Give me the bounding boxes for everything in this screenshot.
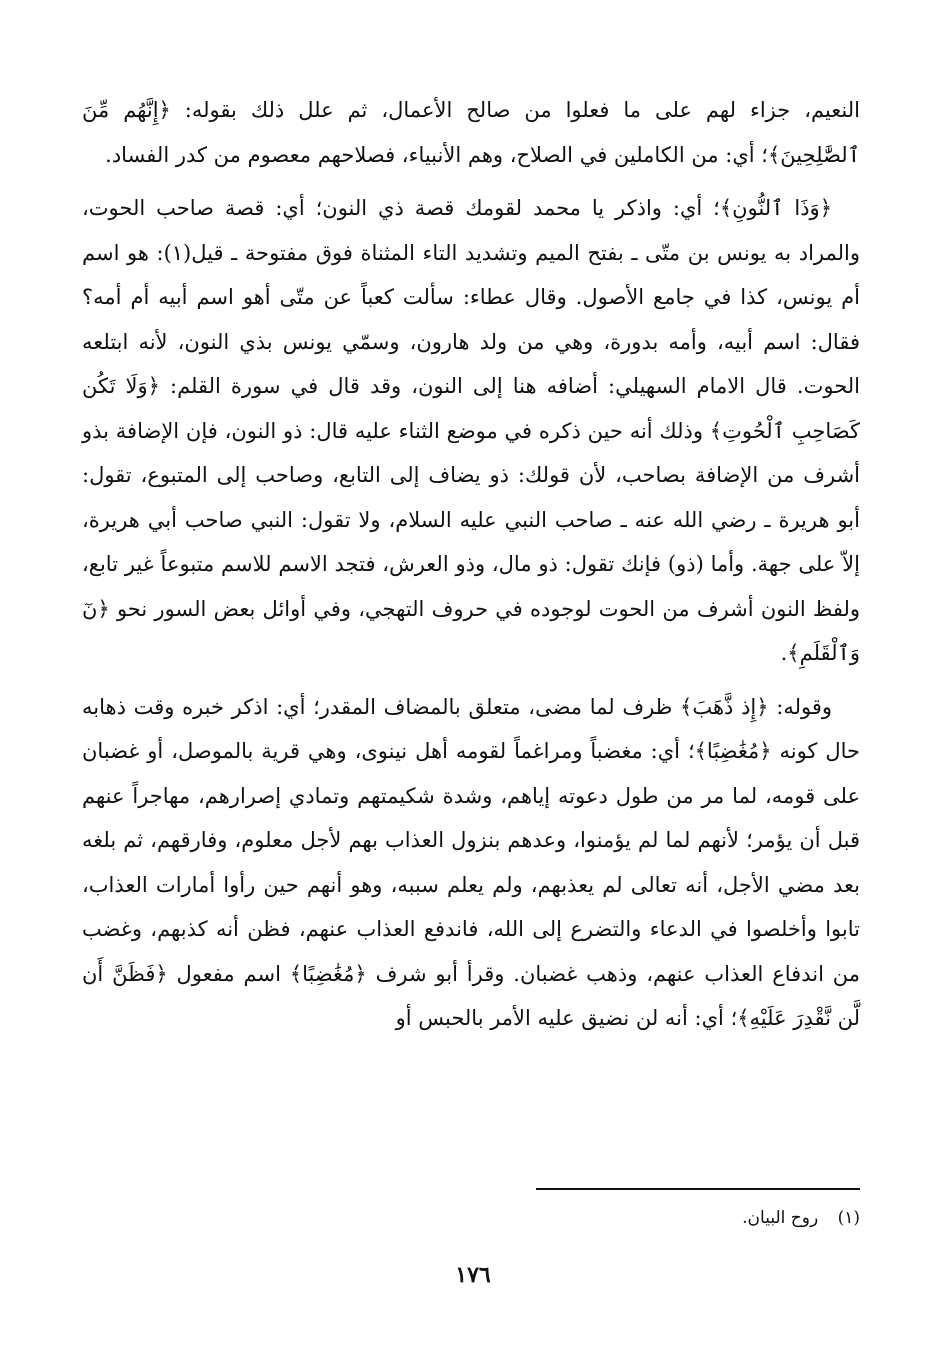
- page-number: ١٧٦: [455, 1262, 491, 1288]
- paragraph-2: ﴿وَذَا ٱلنُّونِ﴾؛ أي: واذكر يا محمد لقومك قصة ذي النون؛ أي: قصة صاحب الحوت، والمراد به يونس بن متّى ـ بفتح الميم وتشديد التاء المثناة فوق مفتوحة ـ قيل(١): هو اسم أم يونس، كذا في جامع الأصول. وقال عطاء: سألت كعباً عن متّى أهو اسم أبيه أم أمه؟ فقال: اسم أبيه، وأمه بدورة، وهي من ولد هارون، وسمّي يونس بذي النون، لأنه ابتلعه الحوت. قال الامام السهيلي: أضافه هنا إلى النون، وقد قال في سورة القلم: ﴿وَلَا تَكُن كَصَاحِبِ ٱلْحُوتِ﴾ وذلك أنه حين ذكره في موضع الثناء عليه قال: ذو النون، فإن الإضافة بذو أشرف من الإضافة بصاحب، لأن قولك: ذو يضاف إلى التابع، وصاحب إلى المتبوع، تقول: أبو هريرة ـ رضي الله عنه ـ صاحب النبي عليه السلام، ولا تقول: النبي صاحب أبي هريرة، إلاّ على جهة. وأما (ذو) فإنك تقول: ذو مال، وذو العرش، فتجد الاسم للاسم متبوعاً غير تابع، ولفظ النون أشرف من الحوت لوجوده في حروف التهجي، وفي أوائل بعض السور نحو ﴿نٓ وَٱلْقَلَمِ﴾.: [82, 196, 860, 665]
- footnote-number: (١): [837, 1208, 860, 1228]
- footnote-text: روح البيان.: [742, 1208, 819, 1228]
- footnote: [742, 1203, 860, 1233]
- paragraph-3: وقوله: ﴿إِذ ذَّهَبَ﴾ ظرف لما مضى، متعلق بالمضاف المقدر؛ أي: اذكر خبره وقت ذهابه حال كونه ﴿مُغَٰضِبًا﴾؛ أي: مغضباً ومراغماً لقومه أهل نينوى، وهي قرية بالموصل، أو غضبان على قومه، لما مر من طول دعوته إياهم، وشدة شكيمتهم وتمادي إصرارهم، مهاجراً عنهم قبل أن يؤمر؛ لأنهم لما لم يؤمنوا، وعدهم بنزول العذاب بهم لأجل معلوم، وفارقهم، ثم بلغه بعد مضي الأجل، أنه تعالى لم يعذبهم، ولم يعلم سببه، وهو أنهم حين رأوا أمارات العذاب، تابوا وأخلصوا في الدعاء والتضرع إلى الله، فاندفع العذاب عنهم، فظن أنه كذبهم، وغضب من اندفاع العذاب عنهم، وذهب غضبان. وقرأ أبو شرف ﴿مُغَٰضِبًا﴾ اسم مفعول ﴿فَظَنَّ أَن لَّن نَّقْدِرَ عَلَيْهِ﴾؛ أي: أنه لن نضيق عليه الأمر بالحبس أو: [82, 694, 860, 1030]
- paragraph-1: النعيم، جزاء لهم على ما فعلوا من صالح الأعمال، ثم علل ذلك بقوله: ﴿إِنَّهُم مِّنَ ٱلصَّٰلِحِينَ﴾؛ أي: من الكاملين في الصلاح، وهم الأنبياء، فصلاحهم معصوم من كدر الفساد.: [82, 98, 860, 167]
- body-text: [82, 88, 860, 1050]
- footnote-divider: [536, 1188, 860, 1190]
